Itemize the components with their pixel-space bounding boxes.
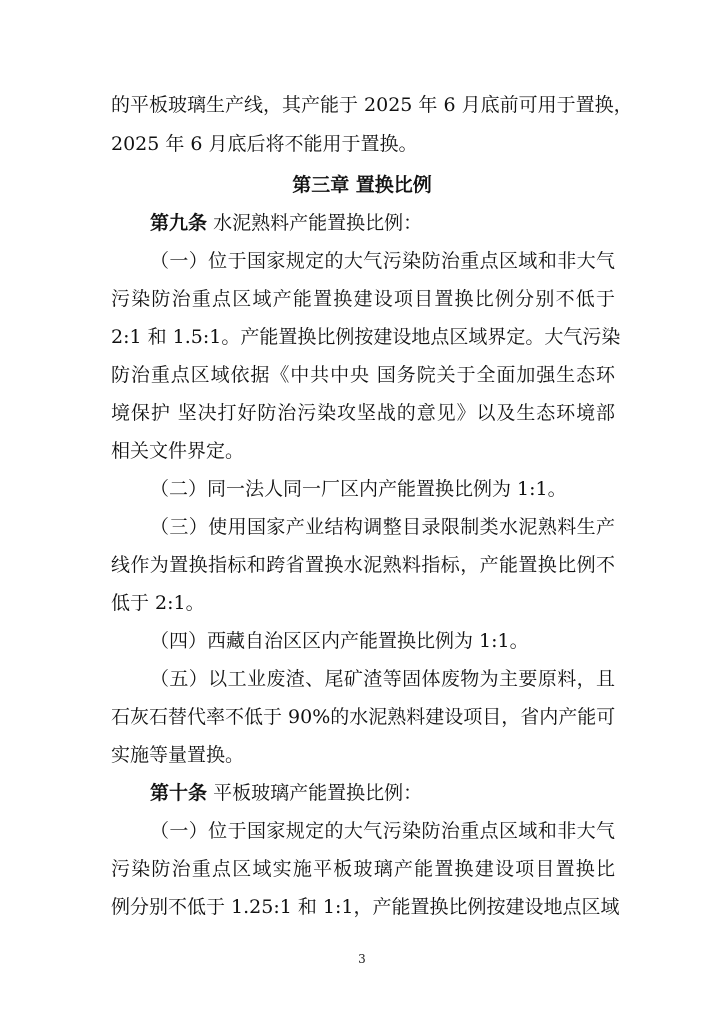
- article-9-line: 线作为置换指标和跨省置换水泥熟料指标，产能置换比例不: [111, 554, 615, 576]
- chapter-title: 第三章 置换比例: [292, 174, 432, 196]
- article-9-line: 防治重点区域依据《中共中央 国务院关于全面加强生态环: [111, 364, 615, 386]
- article-9-title: 水泥熟料产能置换比例：: [213, 212, 423, 234]
- article-9-line: （四）西藏自治区区内产能置换比例为 1:1。: [150, 630, 529, 652]
- article-9-line: （三）使用国家产业结构调整目录限制类水泥熟料生产: [150, 516, 615, 538]
- page-number: 3: [358, 952, 366, 966]
- body-line: 的平板玻璃生产线，其产能于 2025 年 6 月底前可用于置换，: [111, 94, 633, 116]
- article-10-line: 例分别不低于 1.25:1 和 1:1，产能置换比例按建设地点区域: [111, 896, 620, 918]
- article-9-line: （一）位于国家规定的大气污染防治重点区域和非大气: [150, 250, 615, 272]
- article-10-line: 污染防治重点区域实施平板玻璃产能置换建设项目置换比: [111, 858, 615, 880]
- article-9-label: 第九条: [150, 212, 208, 234]
- article-9-line: 低于 2:1。: [111, 592, 205, 614]
- article-10-line: （一）位于国家规定的大气污染防治重点区域和非大气: [150, 820, 615, 842]
- article-9-line: 实施等量置换。: [111, 744, 245, 766]
- article-10-heading: [150, 780, 615, 806]
- article-9-line: 境保护 坚决打好防治污染攻坚战的意见》以及生态环境部: [111, 402, 615, 424]
- article-10-label: 第十条: [150, 782, 208, 804]
- article-9-line: 相关文件界定。: [111, 440, 245, 462]
- body-line: 2025 年 6 月底后将不能用于置换。: [111, 133, 418, 155]
- article-9-line: 石灰石替代率不低于 90%的水泥熟料建设项目，省内产能可: [111, 706, 616, 728]
- article-9-line: （二）同一法人同一厂区内产能置换比例为 1:1。: [150, 478, 567, 500]
- article-9-line: （五）以工业废渣、尾矿渣等固体废物为主要原料，且: [150, 668, 615, 690]
- article-9-line: 2:1 和 1.5:1。产能置换比例按建设地点区域界定。大气污染: [111, 326, 621, 348]
- article-9-line: 污染防治重点区域产能置换建设项目置换比例分别不低于: [111, 288, 615, 310]
- article-9-heading: [150, 210, 615, 236]
- article-10-title: 平板玻璃产能置换比例：: [213, 782, 423, 804]
